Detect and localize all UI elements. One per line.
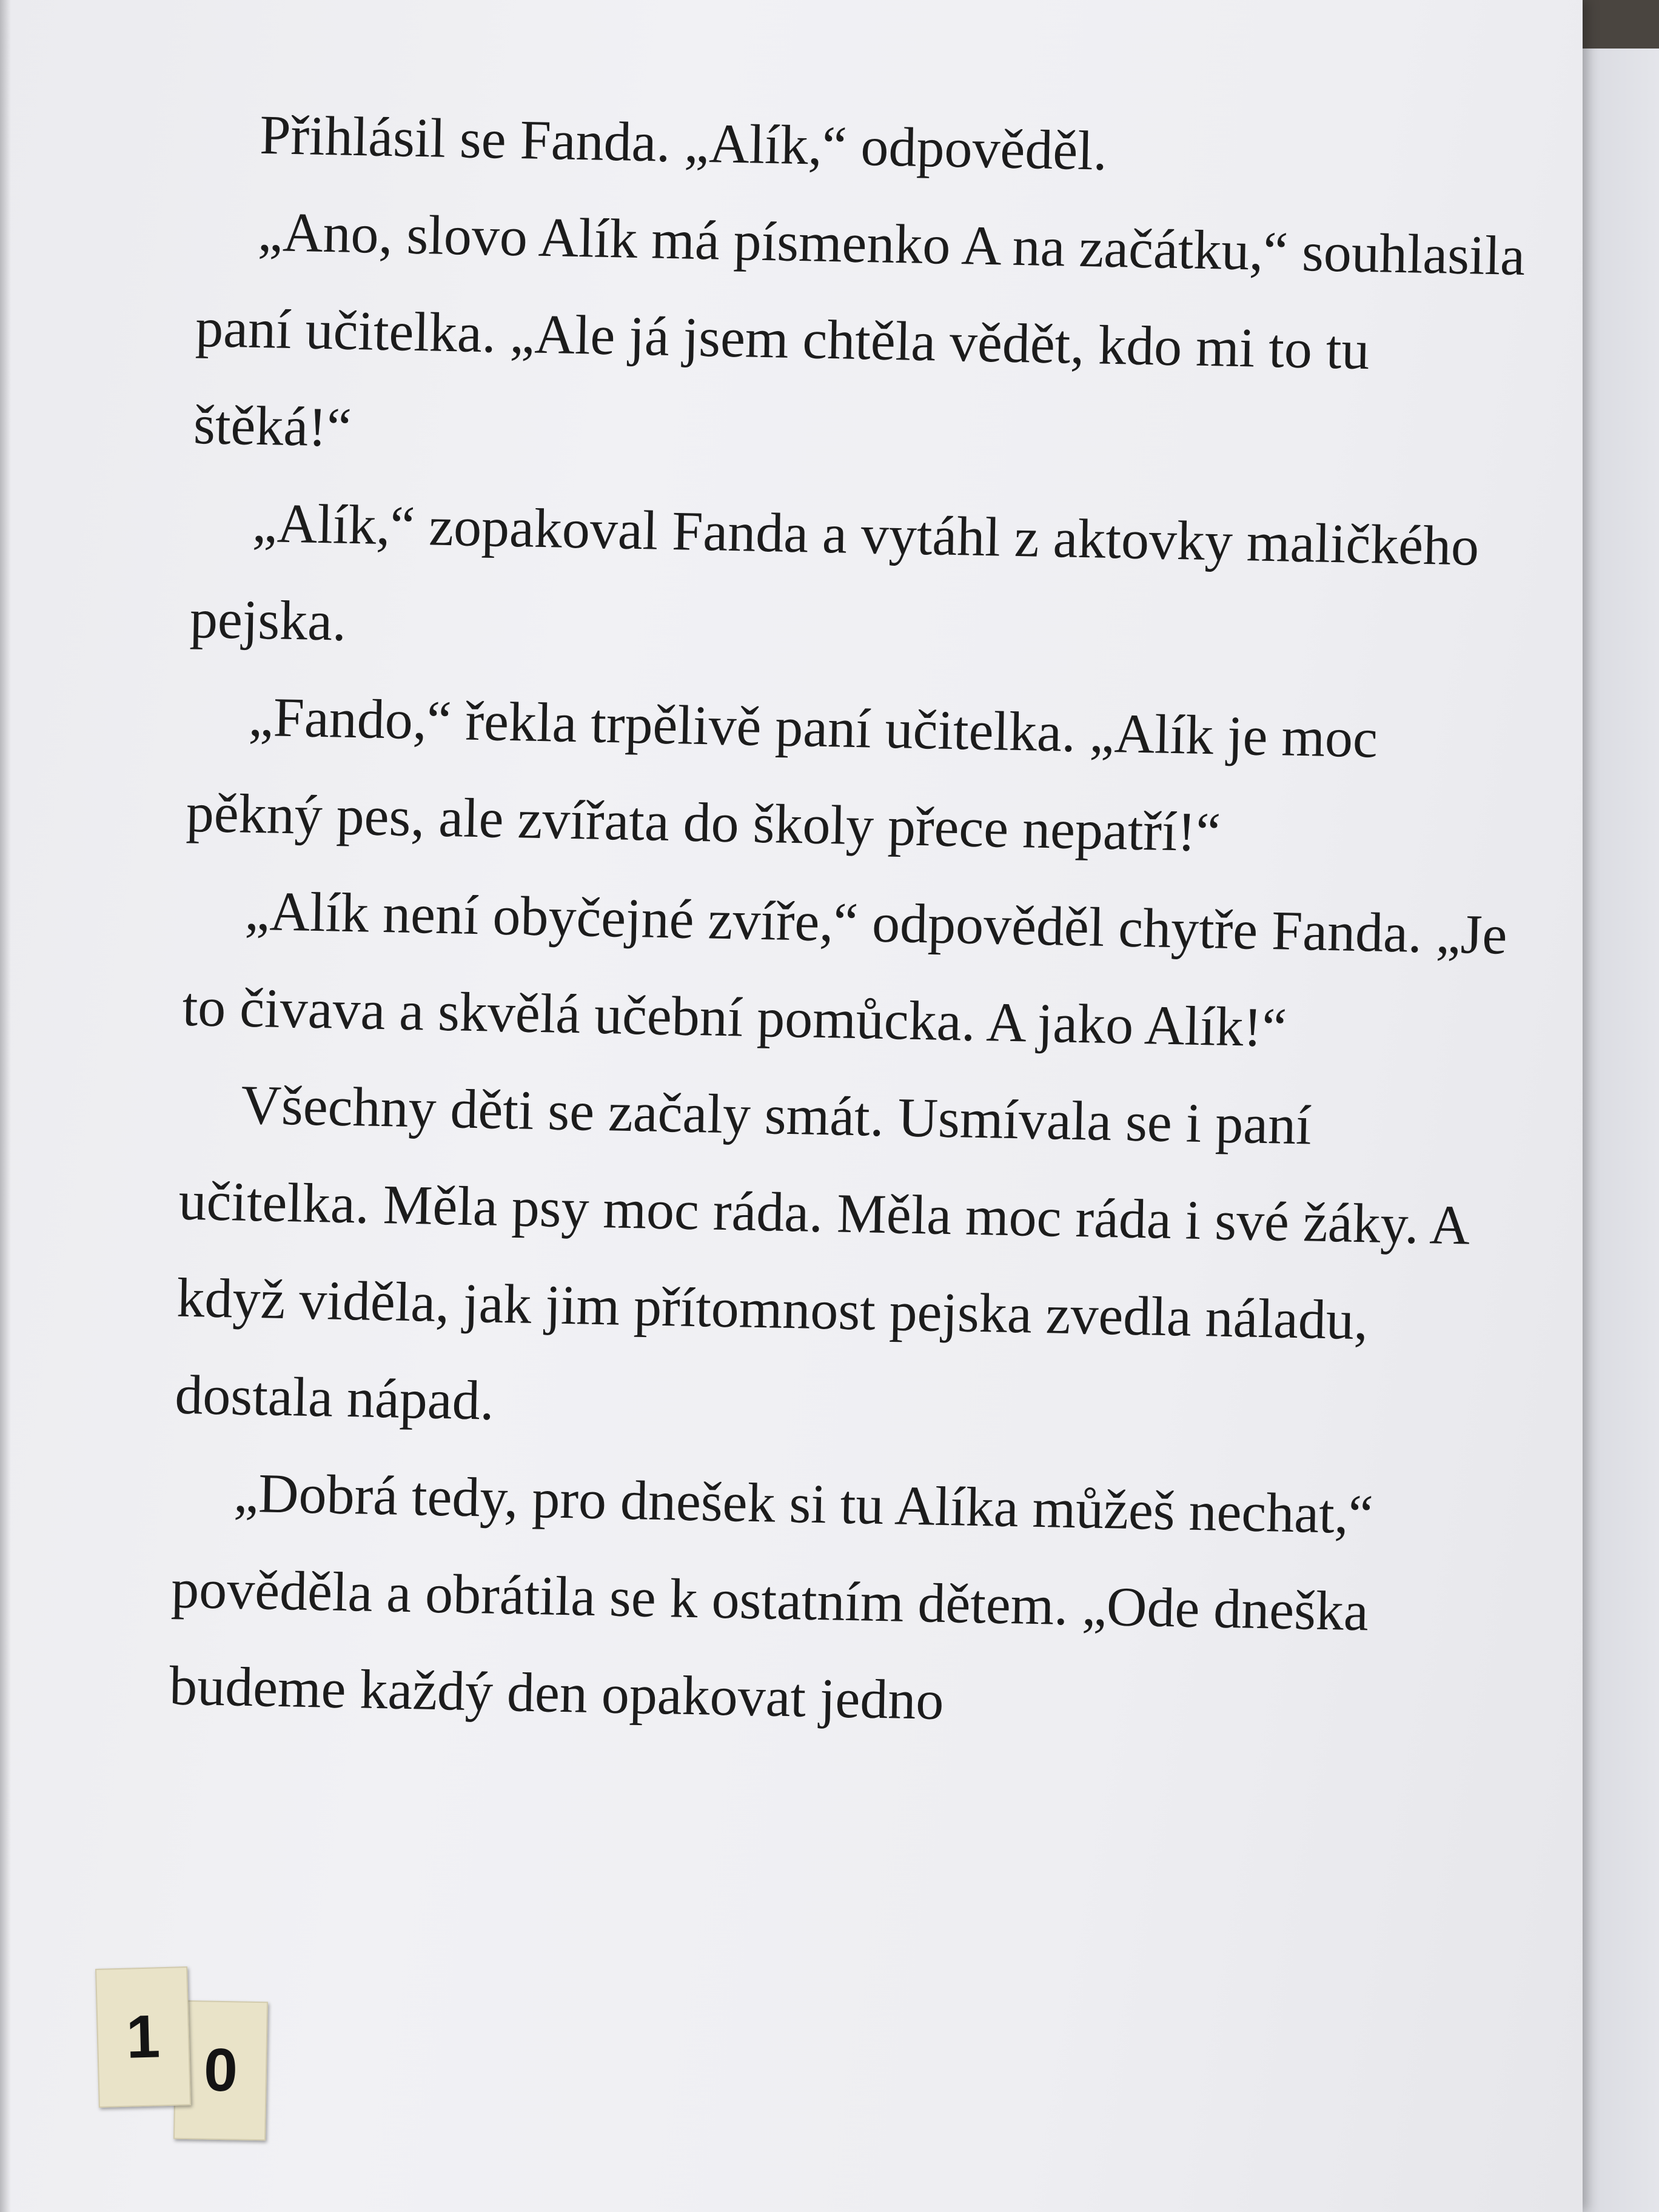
paragraph-6: Všechny děti se začaly smát. Usmívala se i paní učitelka. Měla psy moc ráda. Měla moc ráda i své žáky. A když viděla, jak jim přítomnost pejska zvedla náladu, dostala nápad. [174, 1073, 1467, 1432]
paragraph-2: „Ano, slovo Alík má písmenko A na začátku,“ souhlasila paní učitelka. „Ale já jsem chtěla vědět, kdo mi to tu štěká!“ [193, 200, 1526, 458]
page-edge-shadow [0, 0, 11, 2212]
page-number-digit-2: 0 [173, 2000, 268, 2141]
paragraph-4: „Fando,“ řekla trpělivě paní učitelka. „Alík je moc pěkný pes, ale zvířata do školy přece nepatří!“ [185, 685, 1378, 863]
page-number [97, 1968, 285, 2150]
paragraph-3: „Alík,“ zopakoval Fanda a vytáhl z aktovky maličkého pejska. [189, 491, 1480, 652]
paragraph-1: Přihlásil se Fanda. „Alík,“ odpověděl. [259, 103, 1108, 182]
page-text [169, 85, 1534, 1760]
page-number-digit-1: 1 [95, 1966, 191, 2108]
paragraph-7: „Dobrá tedy, pro dnešek si tu Alíka můžeš nechat,“ pověděla a obrátila se k ostatním dětem. „Ode dneška budeme každý den opakovat jedno [169, 1461, 1374, 1732]
paragraph-5: „Alík není obyčejné zvíře,“ odpověděl chytře Fanda. „Je to čivava a skvělá učební pomůcka. A jako Alík!“ [181, 879, 1508, 1059]
